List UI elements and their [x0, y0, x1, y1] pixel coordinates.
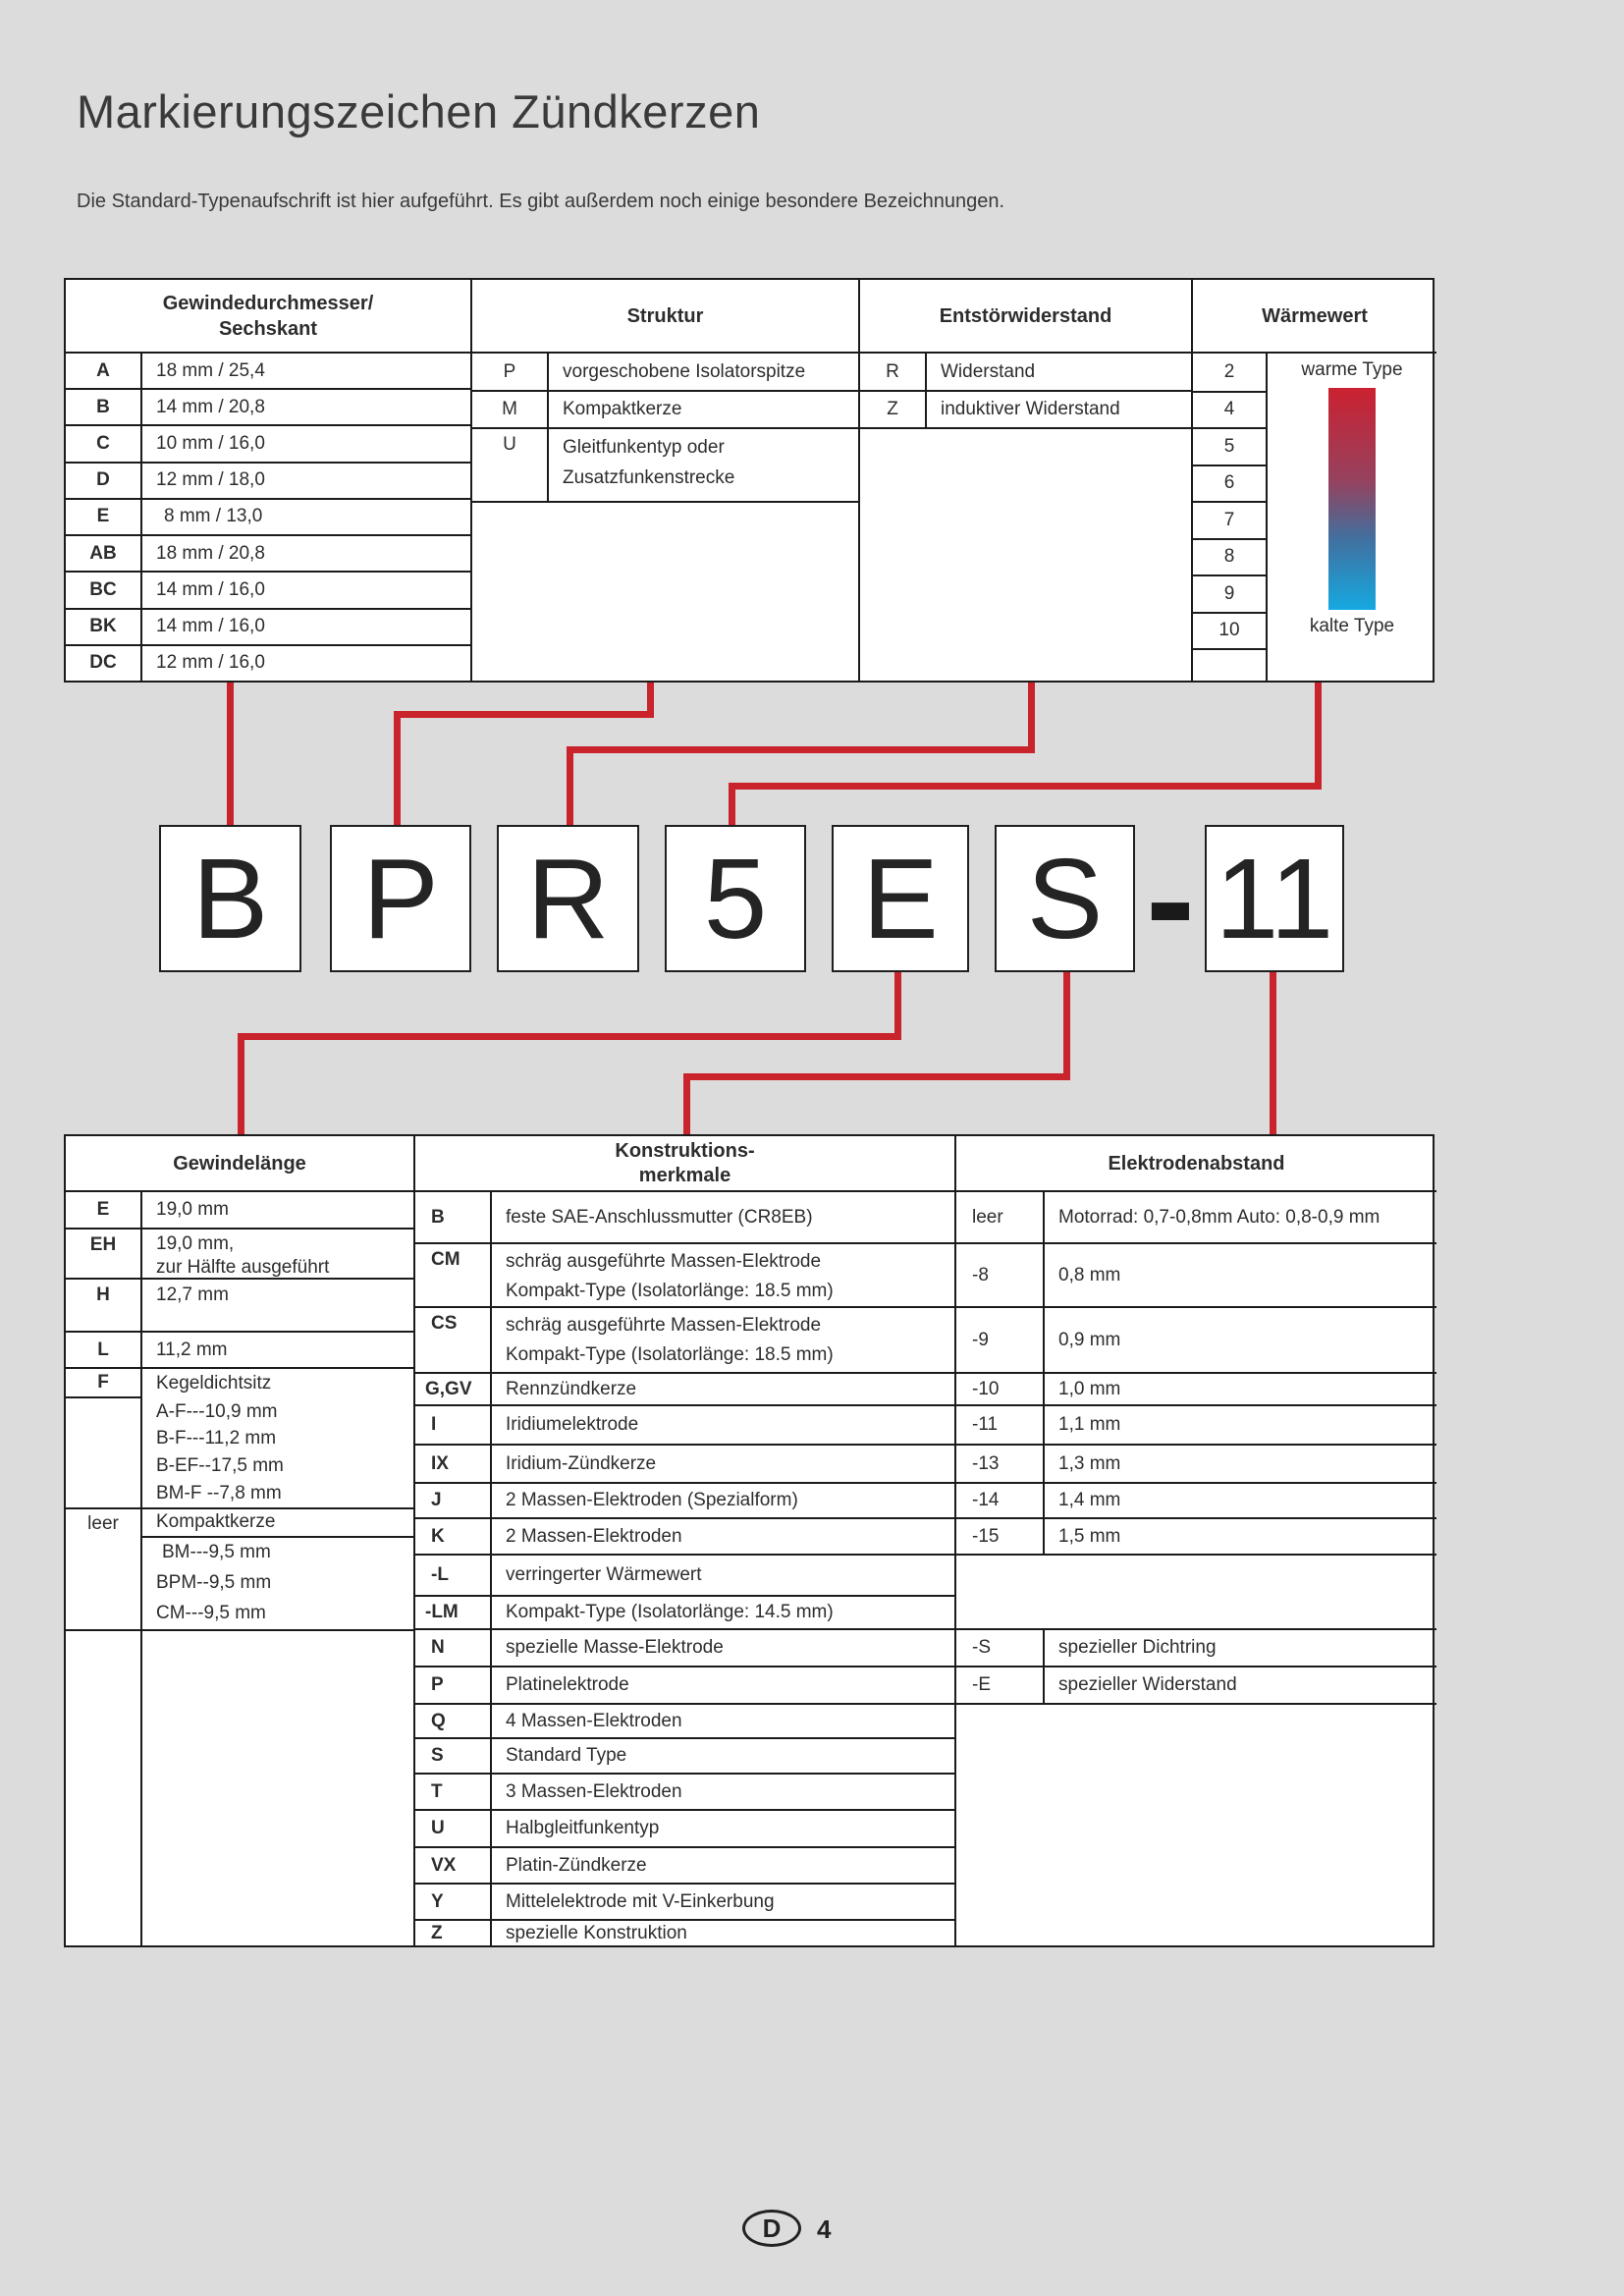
heat-value: 9 — [1193, 574, 1266, 612]
page-subtitle: Die Standard-Typenaufschrift ist hier aufgeführt. Es gibt außerdem noch einige besondere Bezeichnungen. — [77, 191, 1005, 212]
row-value-line: Gleitfunkentyp oder — [563, 437, 725, 458]
row-key: DC — [66, 646, 142, 681]
table-row — [66, 354, 470, 388]
table-row — [415, 1517, 954, 1554]
row-key: IX — [415, 1446, 492, 1482]
row-value: 0,9 mm — [1058, 1329, 1121, 1350]
warm-type-label: warme Type — [1301, 359, 1403, 380]
connector-11-to-elektrodenabstand — [1270, 972, 1276, 1134]
section-konstruktionsmerkmale — [413, 1136, 954, 1945]
table-row — [956, 1306, 1436, 1372]
row-key: -L — [415, 1556, 492, 1595]
row-key: BC — [66, 573, 142, 607]
row-value: Mittelelektrode mit V-Einkerbung — [506, 1890, 775, 1912]
row-value: Iridium-Zündkerze — [506, 1452, 657, 1474]
section-struktur — [470, 280, 858, 681]
row-value — [142, 1230, 413, 1278]
row-value-line: schräg ausgeführte Massen-Elektrode — [506, 1315, 822, 1336]
connector-s-to-konstruktion — [683, 1073, 690, 1134]
connector-s-to-konstruktion — [683, 1073, 1070, 1080]
row-value: spezieller Widerstand — [1058, 1674, 1237, 1695]
row-value: 1,4 mm — [1058, 1490, 1121, 1510]
row-value-line: zur Hälfte ausgeführt — [156, 1257, 330, 1278]
row-key: F — [66, 1369, 140, 1398]
table-row — [472, 390, 858, 427]
row-key: N — [415, 1630, 492, 1666]
header-line: Gewindelänge — [173, 1152, 306, 1175]
table-row — [66, 608, 470, 644]
table-row — [415, 1919, 954, 1945]
row-value: 8 mm / 13,0 — [164, 506, 263, 527]
table-row — [415, 1372, 954, 1404]
section-header — [66, 1136, 413, 1192]
table-row — [66, 462, 470, 498]
row-key: J — [415, 1484, 492, 1517]
table-row — [415, 1809, 954, 1846]
header-line: Wärmewert — [1262, 304, 1368, 327]
connector-struktur-to-p — [394, 711, 654, 718]
row-value: 3 Massen-Elektroden — [506, 1780, 682, 1802]
row-value — [549, 429, 858, 501]
row-value-line: B-EF--17,5 mm — [156, 1455, 284, 1477]
row-key: VX — [415, 1848, 492, 1883]
row-key: -9 — [956, 1308, 1045, 1372]
heat-gradient-area — [1268, 354, 1436, 681]
connector-widerstand-to-r — [1028, 683, 1035, 753]
table-row — [66, 1367, 413, 1507]
header-line: Elektrodenabstand — [1108, 1152, 1285, 1175]
table-row — [472, 354, 858, 390]
row-value: 12 mm / 16,0 — [156, 652, 265, 674]
table-row — [415, 1595, 954, 1628]
row-value: Rennzündkerze — [506, 1378, 637, 1399]
row-value: Standard Type — [506, 1745, 627, 1766]
row-key: A — [66, 354, 142, 388]
row-key: I — [415, 1406, 492, 1444]
row-value-line: Kompakt-Type (Isolatorlänge: 18.5 mm) — [506, 1281, 834, 1301]
table-row — [415, 1554, 954, 1595]
row-value-line: Kompakt-Type (Isolatorlänge: 18.5 mm) — [506, 1344, 834, 1365]
table-row — [415, 1404, 954, 1444]
row-key: BK — [66, 610, 142, 644]
row-key: K — [415, 1519, 492, 1554]
row-value: spezielle Konstruktion — [506, 1922, 687, 1943]
section-gewindedurchmesser — [66, 280, 470, 681]
row-key: B — [66, 390, 142, 424]
table-row — [415, 1482, 954, 1517]
row-value: 1,3 mm — [1058, 1452, 1121, 1474]
connector-waermewert-to-5 — [729, 783, 735, 825]
connector-struktur-to-p — [394, 711, 401, 825]
table-row — [415, 1628, 954, 1666]
row-value: spezieller Dichtring — [1058, 1637, 1217, 1658]
code-box-b: B — [159, 825, 301, 972]
connector-s-to-konstruktion — [1063, 972, 1070, 1080]
row-value: Platinelektrode — [506, 1674, 629, 1695]
table-row — [66, 1228, 413, 1278]
row-key: S — [415, 1739, 492, 1773]
heat-values-column — [1193, 354, 1268, 681]
section-header — [415, 1136, 954, 1192]
country-badge: D — [742, 2210, 801, 2247]
table-row — [66, 644, 470, 681]
row-key: -LM — [415, 1597, 492, 1628]
header-line: Konstruktions- — [615, 1139, 755, 1162]
table-row — [860, 354, 1191, 390]
row-value — [492, 1244, 954, 1306]
table-row — [415, 1666, 954, 1703]
heat-gradient-bar — [1328, 388, 1376, 610]
row-key: AB — [66, 536, 142, 571]
row-value-line: Zusatzfunkenstrecke — [563, 467, 735, 488]
table-row — [956, 1444, 1436, 1482]
code-box-p: P — [330, 825, 471, 972]
row-value: Widerstand — [941, 360, 1036, 382]
row-key: P — [472, 354, 549, 390]
heat-value: 6 — [1193, 465, 1266, 502]
table-row — [956, 1628, 1436, 1666]
row-value: 11,2 mm — [156, 1339, 228, 1360]
table-row — [66, 1192, 413, 1228]
heat-value: 4 — [1193, 391, 1266, 428]
header-line: Gewindedurchmesser/ — [162, 292, 374, 314]
row-value: 14 mm / 16,0 — [156, 616, 265, 637]
code-dash: - — [1146, 815, 1195, 981]
table-row — [956, 1192, 1436, 1242]
connector-waermewert-to-5 — [1315, 683, 1322, 790]
heat-value: 10 — [1193, 612, 1266, 649]
row-key: P — [415, 1667, 492, 1703]
row-value-line: schräg ausgeführte Massen-Elektrode — [506, 1251, 822, 1272]
row-key: G,GV — [415, 1374, 492, 1404]
page-number: 4 — [817, 2214, 832, 2244]
page-title: Markierungszeichen Zündkerzen — [77, 85, 761, 137]
row-value: feste SAE-Anschlussmutter (CR8EB) — [506, 1206, 813, 1228]
connector-e-to-gewindelaenge — [894, 972, 901, 1040]
row-value: 0,8 mm — [1058, 1264, 1121, 1285]
section-elektrodenabstand — [954, 1136, 1436, 1945]
heat-value: 2 — [1223, 360, 1235, 382]
table-row — [66, 571, 470, 607]
row-key: Z — [860, 392, 927, 427]
row-value: Kompakt-Type (Isolatorlänge: 14.5 mm) — [506, 1602, 834, 1622]
section-header — [472, 280, 858, 354]
row-value: Kompaktkerze — [142, 1509, 413, 1538]
header-line: Entstörwiderstand — [939, 304, 1112, 327]
table-row — [66, 534, 470, 571]
row-value: Motorrad: 0,7-0,8mm Auto: 0,8-0,9 mm — [1058, 1206, 1380, 1228]
row-value: Kegeldichtsitz — [156, 1372, 272, 1394]
table-row-empty — [956, 1554, 1436, 1628]
row-value: vorgeschobene Isolatorspitze — [563, 360, 806, 382]
table-row — [66, 498, 470, 534]
header-line: merkmale — [638, 1164, 731, 1186]
row-key: T — [415, 1775, 492, 1809]
table-row — [415, 1773, 954, 1809]
code-box-11: 11 — [1205, 825, 1344, 972]
row-value-line: BM---9,5 mm — [162, 1541, 271, 1562]
header-line: Struktur — [626, 304, 704, 327]
section-header — [860, 280, 1191, 354]
row-key: Y — [415, 1885, 492, 1919]
row-key: U — [415, 1811, 492, 1846]
row-value-line: BM-F --7,8 mm — [156, 1483, 282, 1504]
row-value: 18 mm / 25,4 — [156, 359, 265, 381]
row-key: -E — [956, 1667, 1045, 1703]
table-row — [472, 427, 858, 501]
row-key: -15 — [956, 1519, 1045, 1554]
row-key: -14 — [956, 1484, 1045, 1517]
connector-e-to-gewindelaenge — [238, 1033, 901, 1040]
row-value: 12 mm / 18,0 — [156, 469, 265, 491]
code-box-r: R — [497, 825, 639, 972]
row-key: D — [66, 464, 142, 498]
section-entstoerwiderstand — [858, 280, 1191, 681]
row-value: 1,1 mm — [1058, 1414, 1121, 1435]
row-value: 10 mm / 16,0 — [156, 433, 265, 455]
section-header — [1193, 280, 1436, 354]
row-key: -13 — [956, 1446, 1045, 1482]
section-header — [66, 280, 470, 354]
table-row — [66, 424, 470, 461]
table-row — [415, 1192, 954, 1242]
code-box-e: E — [832, 825, 969, 972]
row-value: induktiver Widerstand — [941, 399, 1120, 419]
row-value-line: BPM--9,5 mm — [156, 1571, 272, 1593]
row-key: Q — [415, 1705, 492, 1737]
table-row — [415, 1737, 954, 1773]
row-value: 4 Massen-Elektroden — [506, 1710, 682, 1731]
row-value: 2 Massen-Elektroden — [506, 1525, 682, 1547]
connector-waermewert-to-5 — [729, 783, 1322, 790]
bottom-table — [64, 1134, 1435, 1947]
table-row-empty — [956, 1703, 1436, 1945]
row-value: 14 mm / 16,0 — [156, 578, 265, 600]
row-value — [492, 1308, 954, 1372]
heat-value: 7 — [1193, 501, 1266, 538]
row-value-line: B-F---11,2 mm — [156, 1428, 277, 1449]
table-row — [956, 1482, 1436, 1517]
top-table — [64, 278, 1435, 683]
table-row — [66, 1331, 413, 1367]
row-key: M — [472, 392, 549, 427]
connector-widerstand-to-r — [567, 746, 1035, 753]
row-value-line: A-F---10,9 mm — [156, 1400, 278, 1422]
row-key: CM — [415, 1244, 492, 1306]
row-value: 14 mm / 20,8 — [156, 396, 265, 417]
section-gewindelaenge — [66, 1136, 413, 1945]
table-row — [415, 1883, 954, 1919]
row-key: E — [66, 500, 142, 534]
code-box-5: 5 — [665, 825, 806, 972]
table-row — [956, 1242, 1436, 1306]
row-value-line: CM---9,5 mm — [156, 1603, 266, 1624]
table-row — [956, 1666, 1436, 1703]
row-key: H — [66, 1280, 142, 1331]
connector-e-to-gewindelaenge — [238, 1033, 244, 1134]
row-key: -10 — [956, 1374, 1045, 1404]
cold-type-label: kalte Type — [1309, 616, 1395, 636]
table-row — [415, 1306, 954, 1372]
row-key: Z — [415, 1921, 492, 1945]
table-row — [66, 388, 470, 424]
table-row — [415, 1703, 954, 1737]
table-row-empty — [860, 427, 1191, 681]
table-row — [415, 1444, 954, 1482]
row-key: U — [472, 429, 549, 501]
row-key: CS — [415, 1308, 492, 1372]
table-row — [860, 390, 1191, 427]
row-value: 19,0 mm — [156, 1199, 229, 1220]
table-row — [956, 1372, 1436, 1404]
row-key: L — [66, 1333, 142, 1367]
table-row — [956, 1404, 1436, 1444]
table-row — [956, 1517, 1436, 1554]
row-key: -8 — [956, 1244, 1045, 1306]
connector-widerstand-to-r — [567, 746, 573, 825]
connector-diameter-to-b — [227, 683, 234, 825]
row-key: B — [415, 1192, 492, 1242]
section-waermewert — [1191, 280, 1436, 681]
code-box-s: S — [995, 825, 1135, 972]
row-value: Iridiumelektrode — [506, 1414, 639, 1435]
table-row-empty — [472, 501, 858, 681]
table-row-empty — [66, 1629, 413, 1945]
table-row — [66, 1278, 413, 1331]
row-key: R — [860, 354, 927, 390]
row-key: -11 — [956, 1406, 1045, 1444]
row-key: C — [66, 426, 142, 461]
row-value: Platin-Zündkerze — [506, 1854, 647, 1876]
row-value: 1,5 mm — [1058, 1525, 1121, 1547]
page-footer — [0, 2206, 1624, 2255]
row-value: 1,0 mm — [1058, 1378, 1121, 1399]
row-value: spezielle Masse-Elektrode — [506, 1637, 724, 1658]
row-key: leer — [956, 1192, 1045, 1242]
row-value-line: 19,0 mm, — [156, 1233, 235, 1254]
heat-value: 8 — [1193, 538, 1266, 575]
row-value: 12,7 mm — [156, 1285, 229, 1305]
table-row — [415, 1242, 954, 1306]
row-key: -S — [956, 1630, 1045, 1666]
heat-value-empty — [1193, 648, 1266, 681]
row-value: Halbgleitfunkentyp — [506, 1818, 660, 1838]
row-key: leer — [87, 1512, 119, 1534]
header-line: Sechskant — [218, 317, 318, 340]
section-header — [956, 1136, 1436, 1192]
row-value: verringerter Wärmewert — [506, 1564, 702, 1585]
row-value: 2 Massen-Elektroden (Spezialform) — [506, 1490, 798, 1510]
row-key: EH — [66, 1230, 142, 1278]
row-key: E — [66, 1192, 142, 1228]
row-value: 18 mm / 20,8 — [156, 542, 265, 564]
heat-value: 5 — [1193, 427, 1266, 465]
table-row — [66, 1507, 413, 1629]
table-row — [415, 1846, 954, 1883]
row-value: Kompaktkerze — [563, 399, 682, 419]
